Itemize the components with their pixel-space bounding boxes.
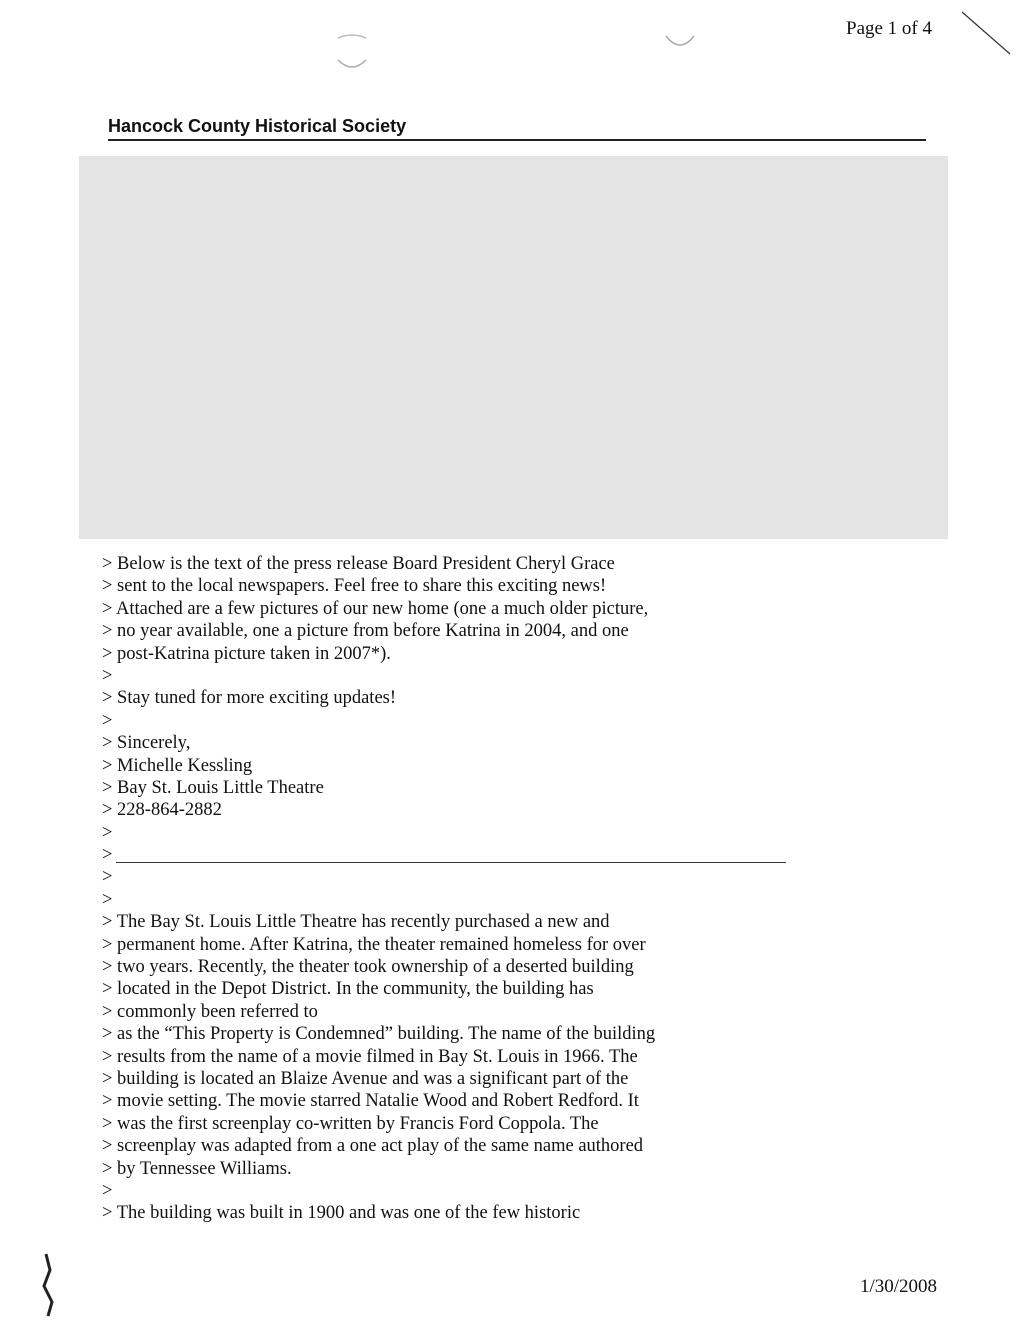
email-body	[102, 553, 786, 1225]
body-line: > The building was built in 1900 and was one of the few historic	[102, 1203, 581, 1224]
body-line: > movie setting. The movie starred Natalie Wood and Robert Redford. It	[102, 1091, 639, 1112]
body-line: > post-Katrina picture taken in 2007*).	[102, 643, 391, 664]
body-line: > results from the name of a movie filmed in Bay St. Louis in 1966. The	[102, 1046, 638, 1067]
body-line: > no year available, one a picture from before Katrina in 2004, and one	[102, 621, 629, 642]
body-line: > Sincerely,	[102, 733, 191, 754]
body-line: > Michelle Kessling	[102, 755, 253, 776]
punch-hole-mark	[660, 26, 700, 56]
header-title: Hancock County Historical Society	[108, 116, 407, 136]
body-line: > two years. Recently, the theater took ownership of a deserted building	[102, 957, 634, 978]
body-line: > located in the Depot District. In the community, the building has	[102, 979, 594, 1000]
body-line-with-rule	[102, 844, 786, 866]
body-line: > Below is the text of the press release Board President Cheryl Grace	[102, 554, 615, 574]
document-header	[108, 116, 926, 141]
separator-rule	[116, 849, 786, 863]
body-line: > The Bay St. Louis Little Theatre has recently purchased a new and	[102, 912, 610, 933]
body-line: >	[102, 665, 113, 686]
body-line: > Stay tuned for more exciting updates!	[102, 688, 397, 709]
body-line: > Attached are a few pictures of our new home (one a much older picture,	[102, 598, 649, 619]
body-line: > Bay St. Louis Little Theatre	[102, 777, 324, 798]
redacted-image-area	[79, 156, 948, 539]
corner-fold-mark	[958, 8, 1014, 58]
body-line: > commonly been referred to	[102, 1001, 318, 1022]
body-line: > as the “This Property is Condemned” building. The name of the building	[102, 1024, 656, 1045]
body-line: >	[102, 1180, 113, 1201]
page-number: Page 1 of 4	[846, 18, 933, 39]
body-line: >	[102, 889, 113, 910]
body-line: >	[102, 867, 113, 888]
body-line: > sent to the local newspapers. Feel free to share this exciting news!	[102, 576, 607, 597]
body-line: > 228-864-2882	[102, 800, 222, 821]
body-line: > building is located an Blaize Avenue and was a significant part of the	[102, 1068, 629, 1089]
print-date: 1/30/2008	[860, 1276, 938, 1297]
body-line: >	[102, 845, 113, 866]
body-line: > permanent home. After Katrina, the theater remained homeless for over	[102, 934, 646, 955]
body-line: > was the first screenplay co-written by Francis Ford Coppola. The	[102, 1113, 599, 1134]
body-line: > screenplay was adapted from a one act play of the same name authored	[102, 1136, 644, 1157]
punch-hole-mark	[332, 30, 372, 76]
body-line: >	[102, 822, 113, 843]
scan-margin-mark	[36, 1250, 66, 1320]
body-line: > by Tennessee Williams.	[102, 1158, 292, 1179]
body-line: >	[102, 710, 113, 731]
